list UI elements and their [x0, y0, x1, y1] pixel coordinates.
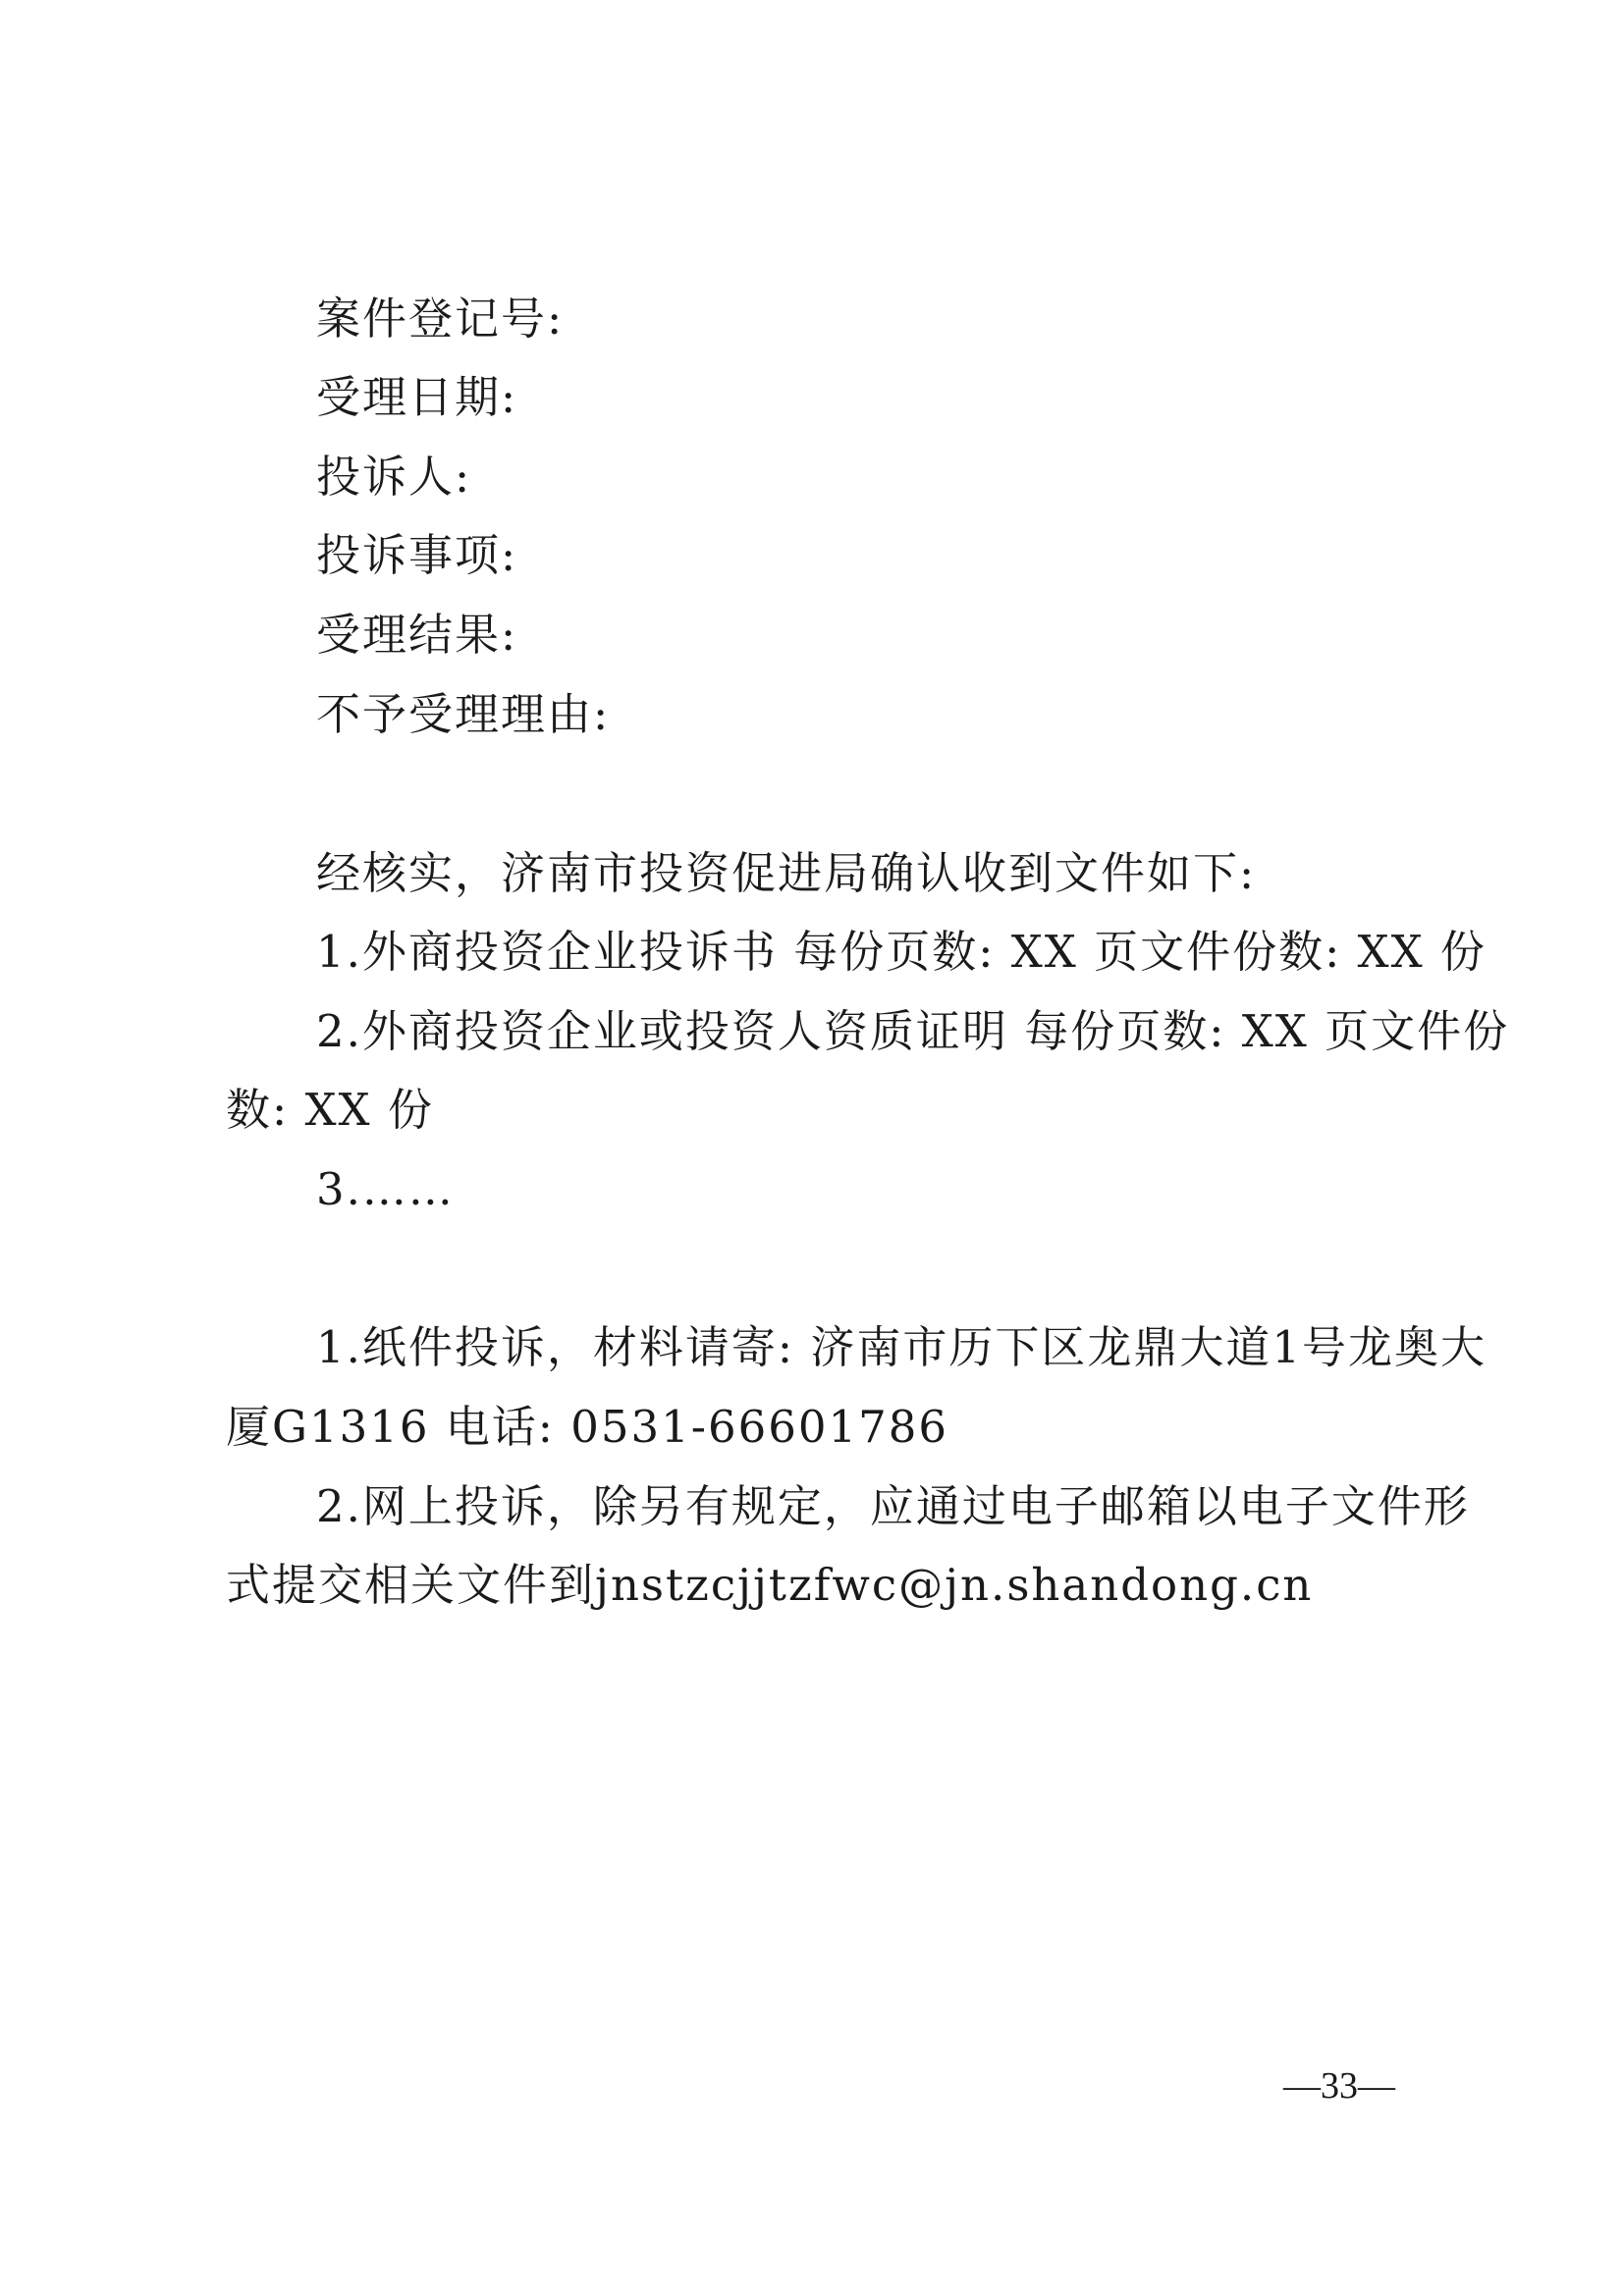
document-item-3: 3.…… [316, 1163, 455, 1215]
paper-complaint-line-1: 1.纸件投诉，材料请寄: 济南市历下区龙鼎大道1号龙奥大 [316, 1321, 1488, 1373]
online-complaint-line-1: 2.网上投诉，除另有规定，应通过电子邮箱以电子文件形 [316, 1480, 1470, 1532]
online-complaint-line-2: 式提交相关文件到jnstzcjjtzfwc@jn.shandong.cn [226, 1559, 1314, 1611]
document-item-2-line-1: 2.外商投资企业或投资人资质证明 每份页数: XX 页文件份 [316, 1005, 1510, 1057]
documents-intro: 经核实，济南市投资促进局确认收到文件如下: [316, 847, 1257, 899]
acceptance-date-label: 受理日期: [316, 371, 518, 423]
complaint-matter-label: 投诉事项: [316, 529, 518, 581]
paper-complaint-line-2: 厦G1316 电话: 0531-66601786 [226, 1401, 949, 1453]
document-item-2-line-2: 数: XX 份 [226, 1084, 434, 1136]
rejection-reason-label: 不予受理理由: [316, 688, 611, 740]
document-item-1: 1.外商投资企业投诉书 每份页数: XX 页文件份数: XX 份 [316, 926, 1487, 978]
acceptance-result-label: 受理结果: [316, 609, 518, 661]
complainant-label: 投诉人: [316, 451, 472, 503]
page-number: —33— [1283, 2065, 1395, 2107]
case-number-label: 案件登记号: [316, 293, 565, 345]
